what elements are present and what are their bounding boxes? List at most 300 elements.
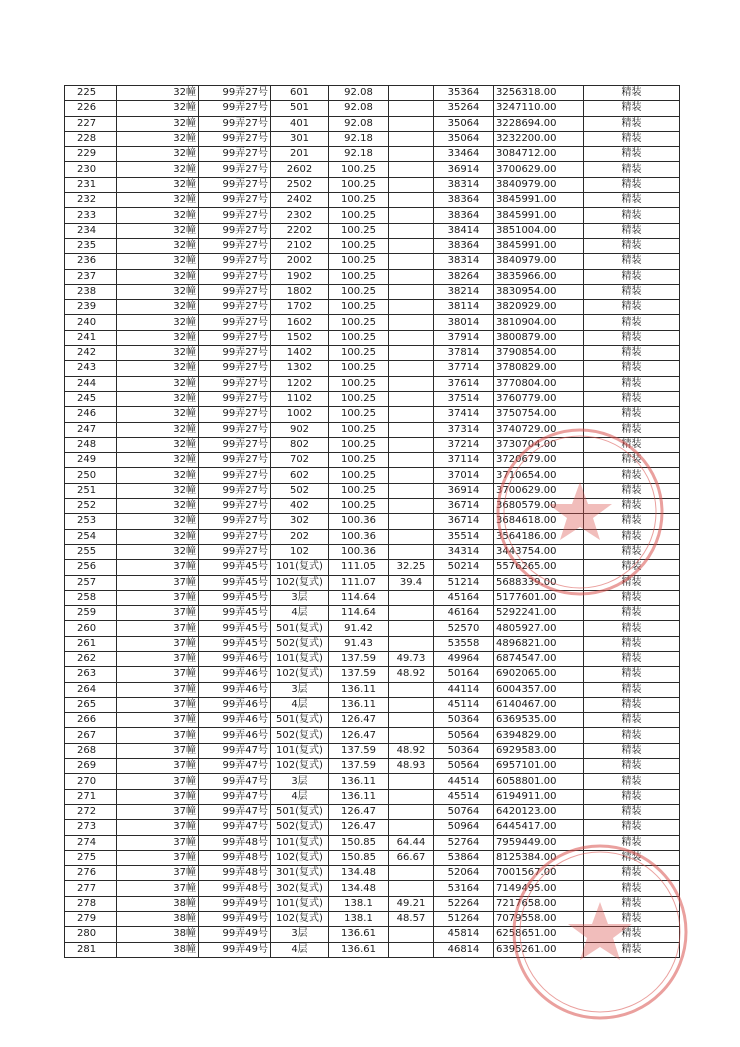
lane-address-cell: 99弄49号 bbox=[199, 912, 271, 927]
row-number-cell: 235 bbox=[65, 238, 117, 253]
area-cell: 100.25 bbox=[329, 254, 389, 269]
area-cell: 100.36 bbox=[329, 514, 389, 529]
row-number-cell: 245 bbox=[65, 391, 117, 406]
lane-address-cell: 99弄27号 bbox=[199, 147, 271, 162]
building-cell: 32幢 bbox=[117, 407, 199, 422]
table-body bbox=[65, 86, 680, 958]
row-number-cell: 254 bbox=[65, 529, 117, 544]
unit-price-cell: 35514 bbox=[434, 529, 494, 544]
building-cell: 32幢 bbox=[117, 315, 199, 330]
row-number-cell: 261 bbox=[65, 636, 117, 651]
area-cell: 100.36 bbox=[329, 529, 389, 544]
building-cell: 32幢 bbox=[117, 361, 199, 376]
row-number-cell: 262 bbox=[65, 651, 117, 666]
total-price-cell: 3770804.00 bbox=[494, 376, 584, 391]
extra-area-cell bbox=[389, 804, 434, 819]
building-cell: 37幢 bbox=[117, 850, 199, 865]
total-price-cell: 7959449.00 bbox=[494, 835, 584, 850]
table-row bbox=[65, 453, 680, 468]
total-price-cell: 7001567.00 bbox=[494, 866, 584, 881]
unit-price-cell: 45164 bbox=[434, 590, 494, 605]
unit-cell: 502(复式) bbox=[271, 728, 329, 743]
lane-address-cell: 99弄27号 bbox=[199, 437, 271, 452]
unit-cell: 1302 bbox=[271, 361, 329, 376]
unit-price-cell: 50164 bbox=[434, 667, 494, 682]
row-number-cell: 269 bbox=[65, 759, 117, 774]
unit-price-cell: 52264 bbox=[434, 896, 494, 911]
unit-cell: 702 bbox=[271, 453, 329, 468]
unit-cell: 1802 bbox=[271, 284, 329, 299]
building-cell: 37幢 bbox=[117, 866, 199, 881]
decoration-cell: 精装 bbox=[584, 208, 680, 223]
decoration-cell: 精装 bbox=[584, 728, 680, 743]
unit-price-cell: 37114 bbox=[434, 453, 494, 468]
lane-address-cell: 99弄48号 bbox=[199, 850, 271, 865]
area-cell: 92.18 bbox=[329, 147, 389, 162]
unit-price-cell: 52764 bbox=[434, 835, 494, 850]
building-cell: 38幢 bbox=[117, 927, 199, 942]
table-row bbox=[65, 621, 680, 636]
extra-area-cell bbox=[389, 866, 434, 881]
extra-area-cell: 48.92 bbox=[389, 743, 434, 758]
table-row bbox=[65, 254, 680, 269]
unit-cell: 102(复式) bbox=[271, 912, 329, 927]
total-price-cell: 3700629.00 bbox=[494, 162, 584, 177]
row-number-cell: 233 bbox=[65, 208, 117, 223]
lane-address-cell: 99弄46号 bbox=[199, 713, 271, 728]
unit-price-cell: 52570 bbox=[434, 621, 494, 636]
table-row bbox=[65, 850, 680, 865]
unit-price-cell: 37514 bbox=[434, 391, 494, 406]
table-row bbox=[65, 866, 680, 881]
row-number-cell: 244 bbox=[65, 376, 117, 391]
row-number-cell: 275 bbox=[65, 850, 117, 865]
building-cell: 32幢 bbox=[117, 101, 199, 116]
decoration-cell: 精装 bbox=[584, 131, 680, 146]
unit-price-cell: 46164 bbox=[434, 606, 494, 621]
row-number-cell: 227 bbox=[65, 116, 117, 131]
total-price-cell: 6874547.00 bbox=[494, 651, 584, 666]
extra-area-cell bbox=[389, 636, 434, 651]
row-number-cell: 230 bbox=[65, 162, 117, 177]
building-cell: 37幢 bbox=[117, 713, 199, 728]
total-price-cell: 3730704.00 bbox=[494, 437, 584, 452]
row-number-cell: 260 bbox=[65, 621, 117, 636]
unit-price-cell: 35264 bbox=[434, 101, 494, 116]
extra-area-cell bbox=[389, 820, 434, 835]
unit-price-cell: 53558 bbox=[434, 636, 494, 651]
total-price-cell: 6369535.00 bbox=[494, 713, 584, 728]
extra-area-cell bbox=[389, 529, 434, 544]
table-row bbox=[65, 881, 680, 896]
unit-price-cell: 37014 bbox=[434, 468, 494, 483]
decoration-cell: 精装 bbox=[584, 560, 680, 575]
unit-cell: 3层 bbox=[271, 682, 329, 697]
lane-address-cell: 99弄47号 bbox=[199, 789, 271, 804]
row-number-cell: 263 bbox=[65, 667, 117, 682]
unit-price-cell: 45814 bbox=[434, 927, 494, 942]
area-cell: 100.25 bbox=[329, 453, 389, 468]
table-row bbox=[65, 193, 680, 208]
total-price-cell: 6140467.00 bbox=[494, 697, 584, 712]
total-price-cell: 3680579.00 bbox=[494, 499, 584, 514]
price-list-table bbox=[64, 85, 680, 958]
area-cell: 150.85 bbox=[329, 835, 389, 850]
total-price-cell: 6058801.00 bbox=[494, 774, 584, 789]
unit-cell: 301(复式) bbox=[271, 866, 329, 881]
lane-address-cell: 99弄27号 bbox=[199, 499, 271, 514]
building-cell: 32幢 bbox=[117, 529, 199, 544]
total-price-cell: 4896821.00 bbox=[494, 636, 584, 651]
unit-price-cell: 37414 bbox=[434, 407, 494, 422]
lane-address-cell: 99弄27号 bbox=[199, 223, 271, 238]
decoration-cell: 精装 bbox=[584, 361, 680, 376]
decoration-cell: 精装 bbox=[584, 820, 680, 835]
lane-address-cell: 99弄48号 bbox=[199, 866, 271, 881]
extra-area-cell bbox=[389, 544, 434, 559]
total-price-cell: 6004357.00 bbox=[494, 682, 584, 697]
lane-address-cell: 99弄49号 bbox=[199, 942, 271, 957]
unit-price-cell: 36714 bbox=[434, 499, 494, 514]
building-cell: 32幢 bbox=[117, 437, 199, 452]
building-cell: 32幢 bbox=[117, 86, 199, 101]
unit-cell: 3层 bbox=[271, 590, 329, 605]
table-row bbox=[65, 575, 680, 590]
row-number-cell: 278 bbox=[65, 896, 117, 911]
decoration-cell: 精装 bbox=[584, 743, 680, 758]
area-cell: 100.25 bbox=[329, 361, 389, 376]
unit-price-cell: 50364 bbox=[434, 713, 494, 728]
extra-area-cell bbox=[389, 774, 434, 789]
unit-price-cell: 50964 bbox=[434, 820, 494, 835]
unit-price-cell: 53864 bbox=[434, 850, 494, 865]
row-number-cell: 267 bbox=[65, 728, 117, 743]
lane-address-cell: 99弄27号 bbox=[199, 193, 271, 208]
unit-price-cell: 50764 bbox=[434, 804, 494, 819]
lane-address-cell: 99弄45号 bbox=[199, 621, 271, 636]
unit-cell: 502(复式) bbox=[271, 636, 329, 651]
row-number-cell: 242 bbox=[65, 346, 117, 361]
total-price-cell: 6902065.00 bbox=[494, 667, 584, 682]
unit-cell: 4层 bbox=[271, 789, 329, 804]
area-cell: 100.25 bbox=[329, 468, 389, 483]
table-row bbox=[65, 789, 680, 804]
lane-address-cell: 99弄27号 bbox=[199, 529, 271, 544]
table-row bbox=[65, 177, 680, 192]
area-cell: 100.25 bbox=[329, 376, 389, 391]
extra-area-cell bbox=[389, 162, 434, 177]
row-number-cell: 271 bbox=[65, 789, 117, 804]
decoration-cell: 精装 bbox=[584, 376, 680, 391]
lane-address-cell: 99弄46号 bbox=[199, 651, 271, 666]
decoration-cell: 精装 bbox=[584, 529, 680, 544]
decoration-cell: 精装 bbox=[584, 850, 680, 865]
building-cell: 32幢 bbox=[117, 254, 199, 269]
unit-price-cell: 35364 bbox=[434, 86, 494, 101]
decoration-cell: 精装 bbox=[584, 575, 680, 590]
lane-address-cell: 99弄48号 bbox=[199, 881, 271, 896]
unit-cell: 102(复式) bbox=[271, 850, 329, 865]
lane-address-cell: 99弄27号 bbox=[199, 177, 271, 192]
total-price-cell: 3835966.00 bbox=[494, 269, 584, 284]
table-row bbox=[65, 223, 680, 238]
building-cell: 32幢 bbox=[117, 284, 199, 299]
area-cell: 100.25 bbox=[329, 391, 389, 406]
building-cell: 37幢 bbox=[117, 820, 199, 835]
table-row bbox=[65, 330, 680, 345]
unit-cell: 502(复式) bbox=[271, 820, 329, 835]
decoration-cell: 精装 bbox=[584, 483, 680, 498]
row-number-cell: 255 bbox=[65, 544, 117, 559]
area-cell: 136.61 bbox=[329, 942, 389, 957]
extra-area-cell bbox=[389, 193, 434, 208]
area-cell: 137.59 bbox=[329, 651, 389, 666]
area-cell: 136.61 bbox=[329, 927, 389, 942]
building-cell: 37幢 bbox=[117, 636, 199, 651]
table-row bbox=[65, 391, 680, 406]
building-cell: 38幢 bbox=[117, 942, 199, 957]
area-cell: 111.05 bbox=[329, 560, 389, 575]
table-row bbox=[65, 300, 680, 315]
building-cell: 37幢 bbox=[117, 774, 199, 789]
area-cell: 136.11 bbox=[329, 697, 389, 712]
lane-address-cell: 99弄47号 bbox=[199, 743, 271, 758]
table-row bbox=[65, 728, 680, 743]
row-number-cell: 232 bbox=[65, 193, 117, 208]
unit-price-cell: 49964 bbox=[434, 651, 494, 666]
building-cell: 37幢 bbox=[117, 590, 199, 605]
decoration-cell: 精装 bbox=[584, 621, 680, 636]
lane-address-cell: 99弄27号 bbox=[199, 453, 271, 468]
area-cell: 91.43 bbox=[329, 636, 389, 651]
area-cell: 150.85 bbox=[329, 850, 389, 865]
building-cell: 37幢 bbox=[117, 728, 199, 743]
unit-price-cell: 38264 bbox=[434, 269, 494, 284]
unit-cell: 3层 bbox=[271, 927, 329, 942]
building-cell: 32幢 bbox=[117, 208, 199, 223]
area-cell: 137.59 bbox=[329, 667, 389, 682]
unit-cell: 1602 bbox=[271, 315, 329, 330]
building-cell: 32幢 bbox=[117, 177, 199, 192]
unit-cell: 302 bbox=[271, 514, 329, 529]
building-cell: 37幢 bbox=[117, 804, 199, 819]
decoration-cell: 精装 bbox=[584, 116, 680, 131]
lane-address-cell: 99弄27号 bbox=[199, 544, 271, 559]
lane-address-cell: 99弄27号 bbox=[199, 284, 271, 299]
area-cell: 100.25 bbox=[329, 499, 389, 514]
table-row bbox=[65, 560, 680, 575]
total-price-cell: 3710654.00 bbox=[494, 468, 584, 483]
unit-price-cell: 37614 bbox=[434, 376, 494, 391]
building-cell: 37幢 bbox=[117, 789, 199, 804]
lane-address-cell: 99弄27号 bbox=[199, 101, 271, 116]
lane-address-cell: 99弄46号 bbox=[199, 667, 271, 682]
area-cell: 100.25 bbox=[329, 223, 389, 238]
decoration-cell: 精装 bbox=[584, 346, 680, 361]
extra-area-cell bbox=[389, 499, 434, 514]
extra-area-cell bbox=[389, 407, 434, 422]
extra-area-cell: 66.67 bbox=[389, 850, 434, 865]
lane-address-cell: 99弄47号 bbox=[199, 820, 271, 835]
unit-price-cell: 35064 bbox=[434, 116, 494, 131]
unit-price-cell: 44114 bbox=[434, 682, 494, 697]
building-cell: 32幢 bbox=[117, 453, 199, 468]
unit-cell: 501(复式) bbox=[271, 804, 329, 819]
extra-area-cell: 32.25 bbox=[389, 560, 434, 575]
decoration-cell: 精装 bbox=[584, 254, 680, 269]
total-price-cell: 3232200.00 bbox=[494, 131, 584, 146]
lane-address-cell: 99弄45号 bbox=[199, 560, 271, 575]
unit-price-cell: 52064 bbox=[434, 866, 494, 881]
area-cell: 137.59 bbox=[329, 759, 389, 774]
area-cell: 100.25 bbox=[329, 269, 389, 284]
total-price-cell: 6395261.00 bbox=[494, 942, 584, 957]
table-row bbox=[65, 238, 680, 253]
unit-cell: 602 bbox=[271, 468, 329, 483]
building-cell: 37幢 bbox=[117, 682, 199, 697]
area-cell: 111.07 bbox=[329, 575, 389, 590]
lane-address-cell: 99弄49号 bbox=[199, 927, 271, 942]
row-number-cell: 280 bbox=[65, 927, 117, 942]
decoration-cell: 精装 bbox=[584, 468, 680, 483]
unit-cell: 401 bbox=[271, 116, 329, 131]
lane-address-cell: 99弄27号 bbox=[199, 238, 271, 253]
extra-area-cell bbox=[389, 147, 434, 162]
table-row bbox=[65, 713, 680, 728]
table-row bbox=[65, 422, 680, 437]
table-row bbox=[65, 529, 680, 544]
extra-area-cell bbox=[389, 713, 434, 728]
total-price-cell: 3800879.00 bbox=[494, 330, 584, 345]
building-cell: 37幢 bbox=[117, 560, 199, 575]
table-row bbox=[65, 804, 680, 819]
row-number-cell: 265 bbox=[65, 697, 117, 712]
extra-area-cell bbox=[389, 437, 434, 452]
area-cell: 100.25 bbox=[329, 162, 389, 177]
row-number-cell: 231 bbox=[65, 177, 117, 192]
building-cell: 32幢 bbox=[117, 116, 199, 131]
total-price-cell: 6929583.00 bbox=[494, 743, 584, 758]
unit-cell: 4层 bbox=[271, 697, 329, 712]
extra-area-cell: 48.57 bbox=[389, 912, 434, 927]
area-cell: 100.36 bbox=[329, 544, 389, 559]
unit-price-cell: 35064 bbox=[434, 131, 494, 146]
unit-cell: 2302 bbox=[271, 208, 329, 223]
decoration-cell: 精装 bbox=[584, 636, 680, 651]
lane-address-cell: 99弄27号 bbox=[199, 376, 271, 391]
row-number-cell: 270 bbox=[65, 774, 117, 789]
area-cell: 100.25 bbox=[329, 208, 389, 223]
unit-price-cell: 38364 bbox=[434, 193, 494, 208]
unit-cell: 101(复式) bbox=[271, 743, 329, 758]
lane-address-cell: 99弄27号 bbox=[199, 514, 271, 529]
extra-area-cell bbox=[389, 131, 434, 146]
table-row bbox=[65, 514, 680, 529]
decoration-cell: 精装 bbox=[584, 437, 680, 452]
row-number-cell: 238 bbox=[65, 284, 117, 299]
decoration-cell: 精装 bbox=[584, 330, 680, 345]
extra-area-cell bbox=[389, 300, 434, 315]
unit-price-cell: 45514 bbox=[434, 789, 494, 804]
total-price-cell: 3845991.00 bbox=[494, 193, 584, 208]
extra-area-cell bbox=[389, 177, 434, 192]
row-number-cell: 274 bbox=[65, 835, 117, 850]
area-cell: 100.25 bbox=[329, 238, 389, 253]
extra-area-cell bbox=[389, 514, 434, 529]
row-number-cell: 234 bbox=[65, 223, 117, 238]
row-number-cell: 279 bbox=[65, 912, 117, 927]
lane-address-cell: 99弄46号 bbox=[199, 682, 271, 697]
lane-address-cell: 99弄27号 bbox=[199, 361, 271, 376]
unit-cell: 501 bbox=[271, 101, 329, 116]
row-number-cell: 249 bbox=[65, 453, 117, 468]
table-row bbox=[65, 820, 680, 835]
unit-price-cell: 51214 bbox=[434, 575, 494, 590]
total-price-cell: 3684618.00 bbox=[494, 514, 584, 529]
table-row bbox=[65, 774, 680, 789]
total-price-cell: 6258651.00 bbox=[494, 927, 584, 942]
table-row bbox=[65, 361, 680, 376]
decoration-cell: 精装 bbox=[584, 269, 680, 284]
total-price-cell: 5292241.00 bbox=[494, 606, 584, 621]
lane-address-cell: 99弄27号 bbox=[199, 131, 271, 146]
decoration-cell: 精装 bbox=[584, 193, 680, 208]
decoration-cell: 精装 bbox=[584, 284, 680, 299]
unit-price-cell: 50564 bbox=[434, 759, 494, 774]
total-price-cell: 5177601.00 bbox=[494, 590, 584, 605]
total-price-cell: 3247110.00 bbox=[494, 101, 584, 116]
area-cell: 100.25 bbox=[329, 407, 389, 422]
row-number-cell: 248 bbox=[65, 437, 117, 452]
area-cell: 92.08 bbox=[329, 86, 389, 101]
building-cell: 37幢 bbox=[117, 621, 199, 636]
lane-address-cell: 99弄27号 bbox=[199, 330, 271, 345]
extra-area-cell: 49.21 bbox=[389, 896, 434, 911]
building-cell: 32幢 bbox=[117, 193, 199, 208]
row-number-cell: 225 bbox=[65, 86, 117, 101]
unit-price-cell: 51264 bbox=[434, 912, 494, 927]
row-number-cell: 256 bbox=[65, 560, 117, 575]
unit-cell: 2102 bbox=[271, 238, 329, 253]
table-row bbox=[65, 590, 680, 605]
total-price-cell: 3443754.00 bbox=[494, 544, 584, 559]
table-row bbox=[65, 101, 680, 116]
lane-address-cell: 99弄46号 bbox=[199, 728, 271, 743]
extra-area-cell bbox=[389, 942, 434, 957]
decoration-cell: 精装 bbox=[584, 789, 680, 804]
extra-area-cell bbox=[389, 391, 434, 406]
area-cell: 138.1 bbox=[329, 896, 389, 911]
row-number-cell: 246 bbox=[65, 407, 117, 422]
row-number-cell: 229 bbox=[65, 147, 117, 162]
area-cell: 100.25 bbox=[329, 315, 389, 330]
extra-area-cell bbox=[389, 422, 434, 437]
area-cell: 136.11 bbox=[329, 682, 389, 697]
total-price-cell: 6445417.00 bbox=[494, 820, 584, 835]
decoration-cell: 精装 bbox=[584, 86, 680, 101]
unit-cell: 502 bbox=[271, 483, 329, 498]
table-row bbox=[65, 743, 680, 758]
area-cell: 126.47 bbox=[329, 804, 389, 819]
row-number-cell: 259 bbox=[65, 606, 117, 621]
row-number-cell: 251 bbox=[65, 483, 117, 498]
row-number-cell: 272 bbox=[65, 804, 117, 819]
total-price-cell: 3700629.00 bbox=[494, 483, 584, 498]
building-cell: 32幢 bbox=[117, 330, 199, 345]
extra-area-cell: 39.4 bbox=[389, 575, 434, 590]
table-row bbox=[65, 697, 680, 712]
extra-area-cell bbox=[389, 330, 434, 345]
